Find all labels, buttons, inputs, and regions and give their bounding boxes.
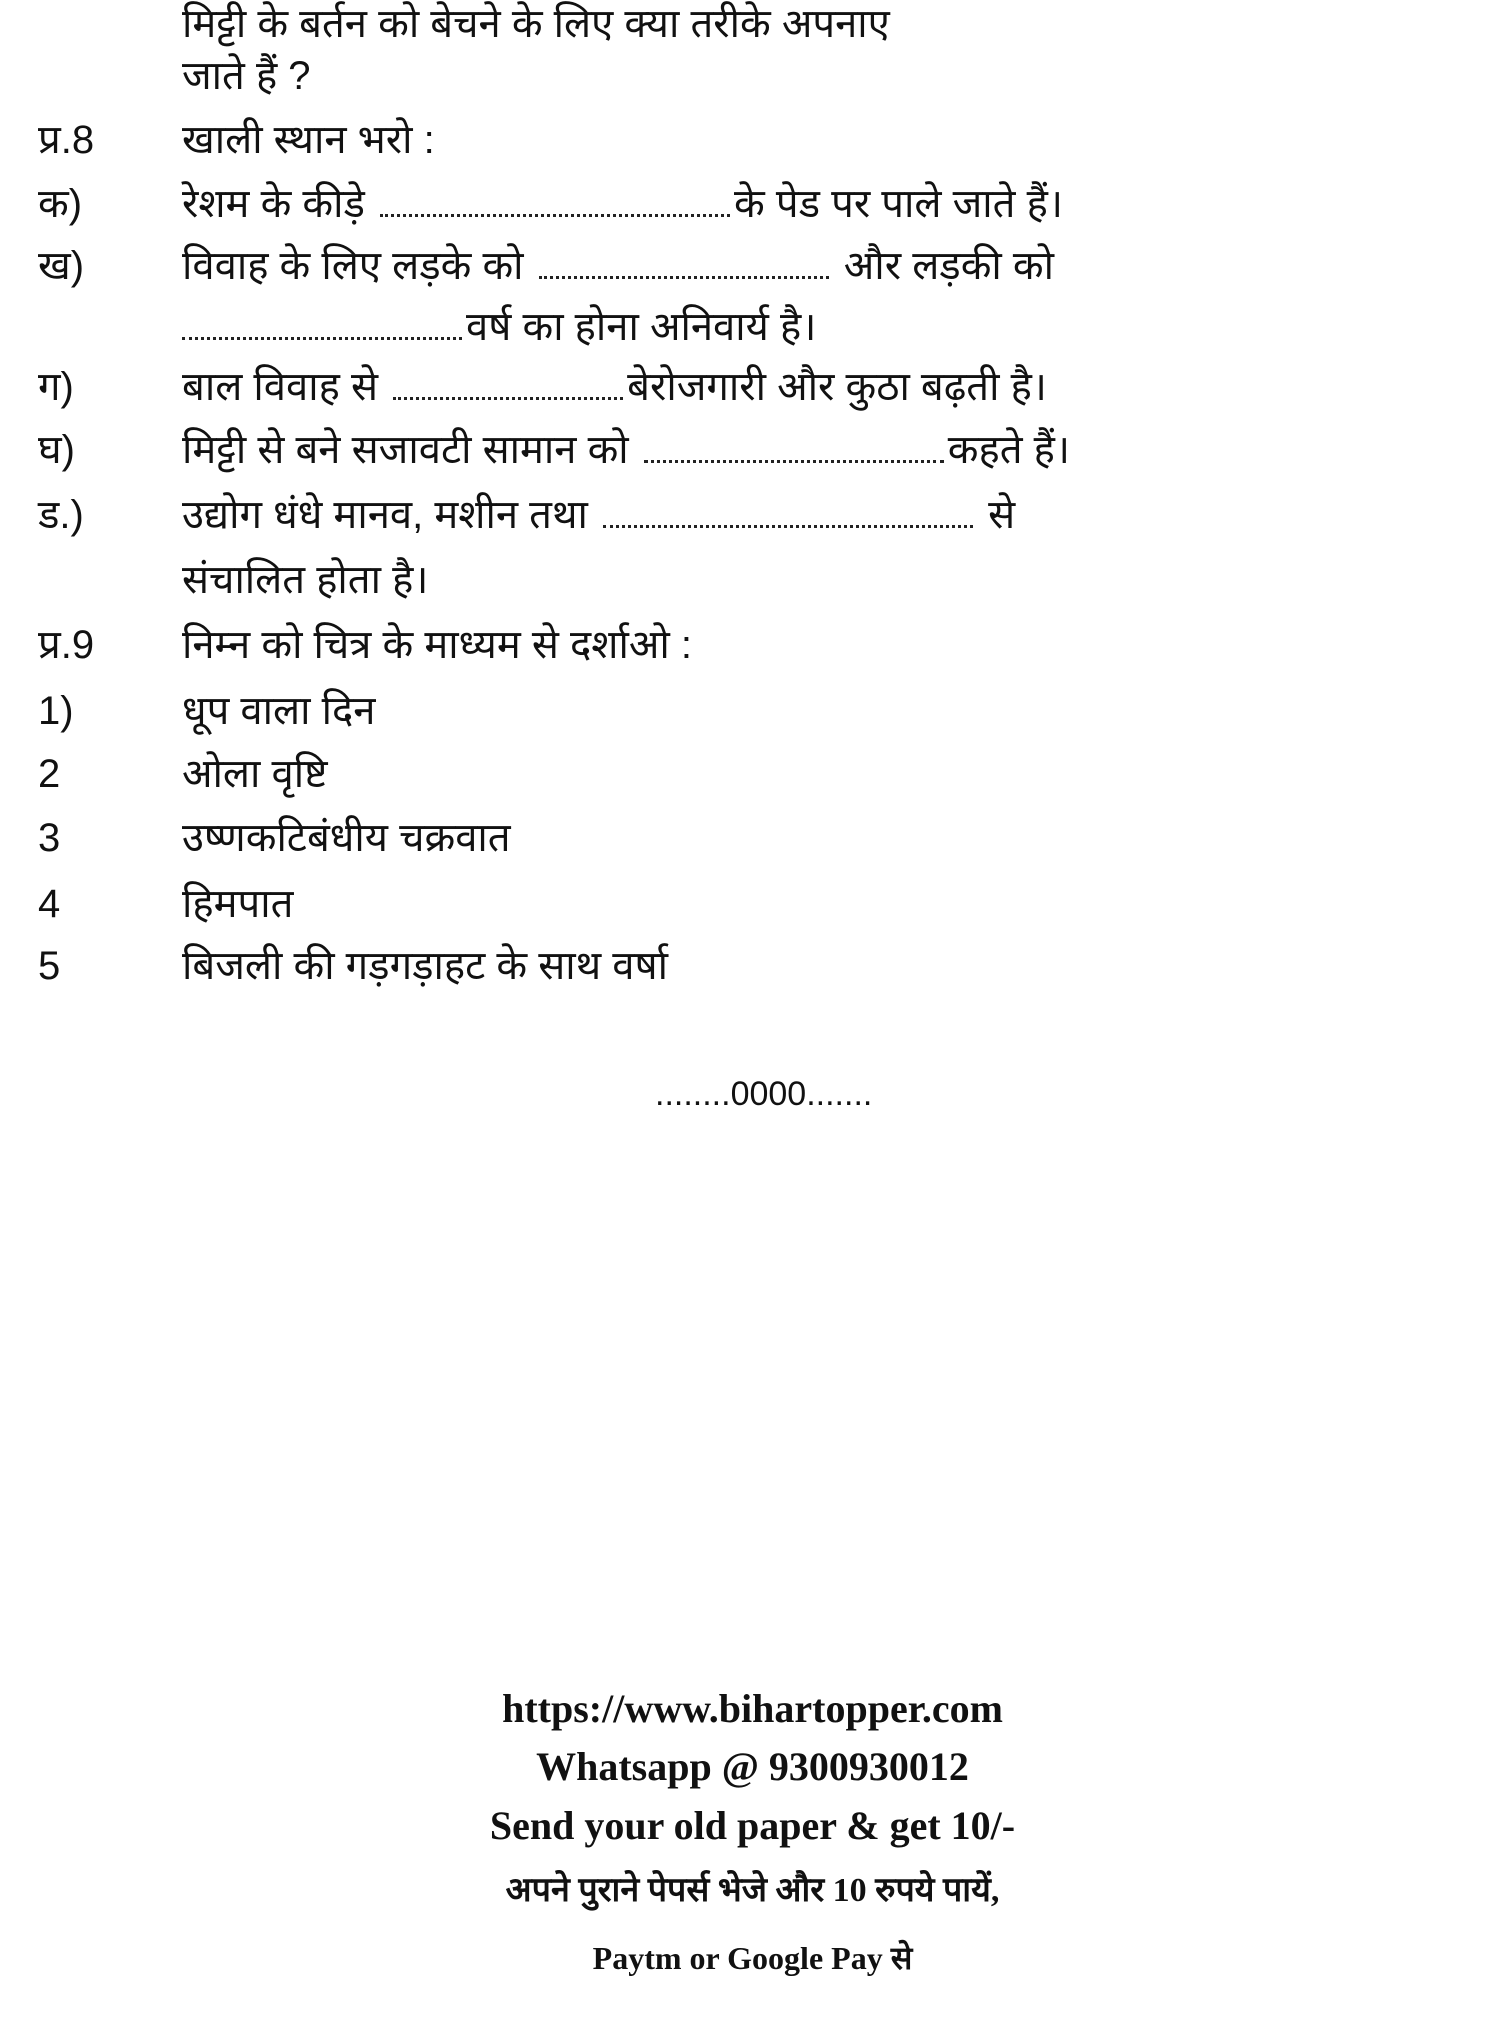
q9-title: निम्न को चित्र के माध्यम से दर्शाओ : — [182, 623, 692, 667]
text: वर्ष का होना अनिवार्य है। — [466, 305, 817, 349]
q7-line-2: जाते हैं ? — [182, 54, 311, 98]
text: और लड़की को — [843, 244, 1054, 288]
q8-item-c — [182, 363, 1047, 411]
q8-item-label: घ) — [38, 428, 75, 472]
q8-item-e — [182, 491, 1015, 539]
q9-item-label: 4 — [38, 882, 61, 926]
q7-line-1: मिट्टी के बर्तन को बेचने के लिए क्या तरीके अपनाए — [182, 2, 890, 46]
q9-item-label: 3 — [38, 816, 61, 860]
q8-item-label: ड.) — [38, 493, 84, 537]
fill-blank[interactable] — [182, 307, 462, 340]
q9-item: हिमपात — [182, 882, 294, 926]
text: बेरोजगारी और कुठा बढ़ती है। — [627, 365, 1047, 409]
text: कहते हैं। — [947, 428, 1071, 472]
q9-number: प्र.9 — [38, 623, 95, 667]
q9-item-label: 2 — [38, 752, 61, 796]
q9-item: धूप वाला दिन — [182, 689, 376, 733]
q9-item: ओला वृष्टि — [182, 752, 328, 796]
q8-number: प्र.8 — [38, 118, 95, 162]
q8-item-label: क) — [38, 182, 83, 226]
q8-title: खाली स्थान भरो : — [182, 118, 435, 162]
fill-blank[interactable] — [539, 246, 829, 279]
q8-item-label: ख) — [38, 244, 85, 288]
footer-whatsapp: Whatsapp @ 9300930012 — [536, 1744, 969, 1789]
text: विवाह के लिए लड़के को — [182, 244, 524, 288]
fill-blank[interactable] — [393, 367, 623, 400]
q9-item-label: 5 — [38, 944, 61, 988]
text: रेशम के कीड़े — [182, 182, 365, 226]
q8-item-d — [182, 426, 1070, 474]
footer-offer: Send your old paper & get 10/- — [489, 1803, 1016, 1848]
q8-item-b — [182, 242, 1054, 290]
q8-item-a — [182, 180, 1063, 228]
text: बाल विवाह से — [182, 365, 379, 409]
text: के पेड पर पाले जाते हैं। — [734, 182, 1063, 226]
q9-item: बिजली की गड़गड़ाहट के साथ वर्षा — [182, 944, 669, 988]
fill-blank[interactable] — [380, 184, 730, 217]
q8-item-label: ग) — [38, 365, 74, 409]
q9-item-label: 1) — [38, 689, 74, 733]
fill-blank[interactable] — [644, 430, 944, 463]
text: से — [988, 493, 1016, 537]
q8-item-e-cont: संचालित होता है। — [182, 558, 429, 602]
footer-url[interactable]: https://www.bihartopper.com — [502, 1686, 1003, 1731]
q9-item: उष्णकटिबंधीय चक्रवात — [182, 816, 511, 860]
fill-blank[interactable] — [603, 495, 973, 528]
q8-item-b-cont — [182, 303, 816, 351]
text: उद्योग धंधे मानव, मशीन तथा — [182, 493, 588, 537]
end-marker: ........0000....... — [655, 1075, 873, 1113]
footer-payment: Paytm or Google Pay से — [592, 1940, 913, 1976]
footer-offer-hindi: अपने पुराने पेपर्स भेजे और 10 रुपये पायें, — [505, 1872, 1000, 1909]
text: मिट्टी से बने सजावटी सामान को — [182, 428, 629, 472]
